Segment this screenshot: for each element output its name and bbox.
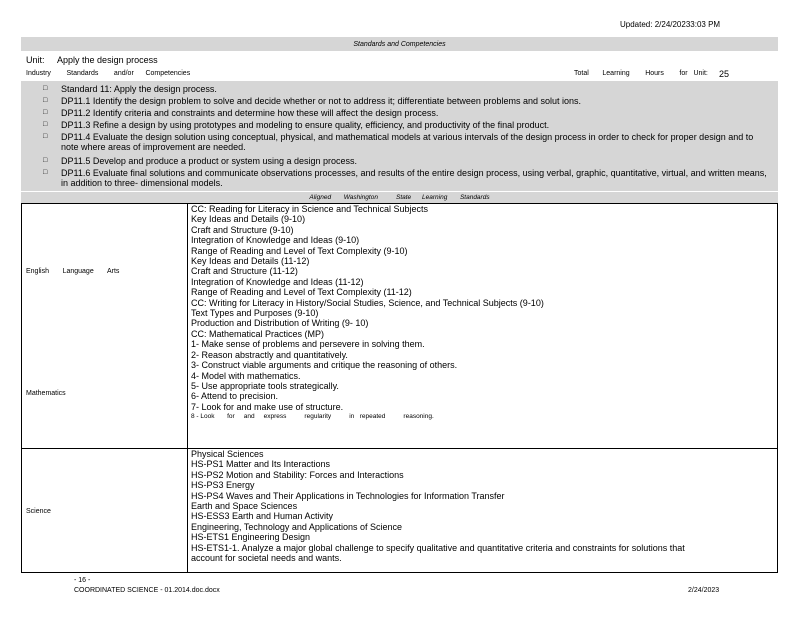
total-hours-value: 25 bbox=[719, 69, 730, 79]
list-item: Physical Sciences bbox=[191, 449, 264, 459]
checkbox-bullet-icon: □ bbox=[43, 133, 48, 140]
list-item: Key Ideas and Details (11-12) bbox=[191, 256, 310, 267]
list-item: Craft and Structure (11-12) bbox=[191, 266, 298, 277]
checkbox-bullet-icon: □ bbox=[43, 157, 48, 164]
list-item: HS-ESS3 Earth and Human Activity bbox=[191, 511, 334, 522]
list-item: 4- Model with mathematics. bbox=[191, 370, 301, 381]
industry-line: Industry Standards and/or Competencies bbox=[26, 70, 191, 77]
list-item: Range of Reading and Level of Text Complexity (9-10) bbox=[191, 245, 408, 256]
list-item: Integration of Knowledge and Ideas (11-12) bbox=[191, 276, 364, 287]
unit-value: Apply the design process bbox=[57, 55, 158, 65]
footer-date: 2/24/2023 bbox=[688, 587, 720, 594]
list-item: 6- Attend to precision. bbox=[191, 391, 279, 402]
unit-label: Unit: bbox=[26, 55, 45, 65]
list-item: CC: Writing for Literacy in History/Social Studies, Science, and Technical Subjects (9-10) bbox=[191, 297, 544, 308]
list-item: CC: Reading for Literacy in Science and Technical Subjects bbox=[191, 204, 428, 214]
updated-timestamp: Updated: 2/24/20233:03 PM bbox=[620, 20, 721, 29]
science-standards bbox=[191, 449, 771, 563]
checkbox-bullet-icon: □ bbox=[43, 169, 48, 176]
aligned-standards-header bbox=[21, 192, 778, 203]
list-item: HS-ETS1-1. Analyze a major global challenge to specify qualitative and quantitative criteria and constraints for solutions that bbox=[191, 542, 685, 553]
subject-ela: English Language Arts bbox=[26, 268, 120, 275]
list-item: 2- Reason abstractly and quantitatively. bbox=[191, 349, 348, 360]
list-item: 5- Use appropriate tools strategically. bbox=[191, 381, 339, 392]
list-item: 8 - Look for and express regularity in repeated reasoning. bbox=[191, 413, 434, 421]
subject-science: Science bbox=[26, 508, 51, 515]
list-item: Craft and Structure (9-10) bbox=[191, 224, 294, 235]
list-item: Key Ideas and Details (9-10) bbox=[191, 214, 306, 225]
list-item: HS-PS2 Motion and Stability: Forces and Interactions bbox=[191, 469, 404, 480]
list-item: HS-ETS1 Engineering Design bbox=[191, 532, 311, 543]
list-item: Integration of Knowledge and Ideas (9-10) bbox=[191, 235, 360, 246]
list-item: Engineering, Technology and Applications of Science bbox=[191, 521, 402, 532]
standards-header-label: Standards and Competencies bbox=[353, 40, 446, 48]
list-item: Range of Reading and Level of Text Complexity (11-12) bbox=[191, 287, 412, 298]
unit-line bbox=[26, 55, 158, 65]
math-standards bbox=[191, 329, 771, 423]
list-item: account for societal needs and wants. bbox=[191, 553, 342, 564]
ela-standards bbox=[191, 204, 771, 329]
document-filename: COORDINATED SCIENCE - 01.2014.doc.docx bbox=[74, 587, 220, 594]
aligned-standards-label: Aligned Washington State Learning Standards bbox=[309, 194, 490, 201]
checkbox-bullet-icon: □ bbox=[43, 85, 48, 92]
list-item: 7- Look for and make use of structure. bbox=[191, 401, 344, 412]
checkbox-bullet-icon: □ bbox=[43, 121, 48, 128]
page-number: - 16 - bbox=[74, 577, 91, 584]
list-item: HS-PS3 Energy bbox=[191, 480, 255, 491]
list-item: HS-PS1 Matter and Its Interactions bbox=[191, 459, 331, 470]
table-divider bbox=[187, 203, 188, 573]
list-item: 3- Construct viable arguments and critique the reasoning of others. bbox=[191, 360, 458, 371]
standards-header-bar bbox=[21, 37, 778, 51]
list-item: Text Types and Purposes (9-10) bbox=[191, 308, 319, 319]
checkbox-bullet-icon: □ bbox=[43, 109, 48, 116]
list-item: Earth and Space Sciences bbox=[191, 501, 298, 512]
list-item: HS-PS4 Waves and Their Applications in Technologies for Information Transfer bbox=[191, 490, 505, 501]
list-item: Production and Distribution of Writing (9- 10) bbox=[191, 318, 369, 329]
total-hours-label: Total Learning Hours for Unit: bbox=[574, 70, 708, 77]
subject-mathematics: Mathematics bbox=[26, 390, 66, 397]
list-item: 1- Make sense of problems and persevere in solving them. bbox=[191, 339, 425, 350]
standards-list: □ Standard 11: Apply the design process. □ DP11.1 Identify the design problem to solve and decide whether or not to address it; differentiate between problems and solut ions. □ DP11.2 Identify criteria and constraints and determine how these will affect the design process. □ DP11.3 Refine a design by using prototypes and modeling to ensure quality, efficiency, and productivity of the final product. □ DP11.4 Evaluate the design solution using conceptual, physical, and mathematical models at various intervals of the design process in order to check for proper design and to note where areas of improvement are needed. □ DP11.5 Develop and produce a product or system using a design process. □ DP11.6 Evaluate final solutions and communicate observations processes, and results of the entire design process, using verbal, graphic, quantitative, virtual, and written means, in addition to three- dimensional models. bbox=[21, 81, 778, 191]
checkbox-bullet-icon: □ bbox=[43, 97, 48, 104]
list-item: CC: Mathematical Practices (MP) bbox=[191, 329, 325, 339]
